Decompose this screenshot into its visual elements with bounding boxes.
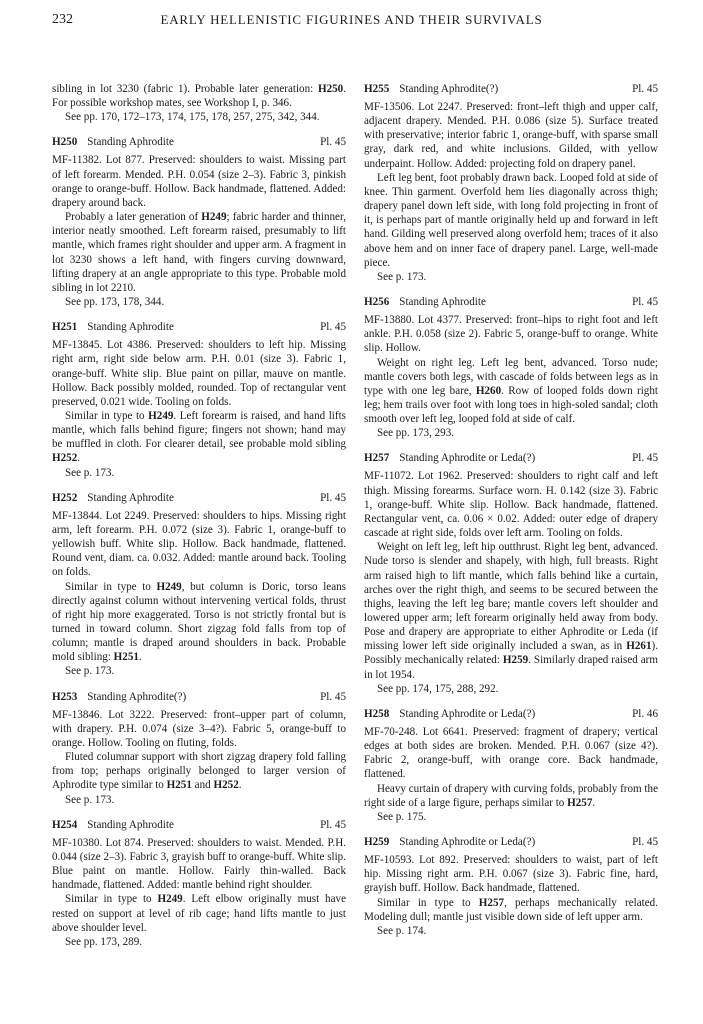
see-pages: See pp. 174, 175, 288, 292. [377,682,499,695]
entry-heading [52,818,346,834]
entry-h258 [364,707,658,824]
entry-description: MF-11072. Lot 1962. Preserved: shoulders to right calf and left thigh. Missing forearms. Surface worn. H. 0.142 (size 3). Fabric 1, orange-buff. White slip. Hollow. Back handmade, flattened. Rectangular vent, ca. 0.06 × 0.02. Added: outer edge of drapery cascade at right side, folds over left arm. Tooling on folds. [364,470,658,540]
running-title: EARLY HELLENISTIC FIGURINES AND THEIR SURVIVALS [160,12,543,27]
cross-reference: H257 [567,796,593,809]
plate-reference: Pl. 45 [632,836,658,849]
entry-description: MF-13845. Lot 4386. Preserved: shoulders to left hip. Missing right arm, right side below arm. P.H. 0.01 (size 3). Fabric 1, orange-buff. White slip. Blue paint on pillar, mauve on mantle. Hollow. Back possibly molded, rounded. Top of rectangular vent preserved, 0.021 wide. Tooling on folds. [52,339,346,408]
entry-heading [364,295,658,311]
entry-title: Standing Aphrodite [87,136,174,149]
see-pages: See p. 175. [377,810,427,823]
entry-title: Standing Aphrodite [87,818,174,831]
entry-description: MF-10593. Lot 892. Preserved: shoulders to waist, part of left hip. Missing right arm. P.H. 0.067 (size 3). Fabric fine, hard, grayish buff. Hollow. Back handmade, flattened. [364,854,658,895]
plate-reference: Pl. 45 [632,452,658,465]
cross-reference: H257 [478,896,505,909]
entry-title: Standing Aphrodite [87,321,174,334]
cross-reference: H252 [52,452,78,465]
see-pages: See p. 174. [377,924,427,937]
catalog-number: H251 [52,321,78,334]
plate-reference: Pl. 45 [320,491,346,504]
entry-heading [364,82,658,98]
catalog-number: H252 [52,491,78,504]
entry-h256 [364,295,658,440]
entry-title: Standing Aphrodite or Leda(?) [399,707,536,720]
plate-reference: Pl. 45 [320,321,346,334]
cross-reference: H250 [317,83,344,95]
plate-reference: Pl. 45 [320,690,346,703]
catalog-number: H250 [52,136,78,149]
see-pages: See pp. 170, 172–173, 174, 175, 178, 257, 275, 342, 344. [65,111,320,124]
see-pages: See pp. 173, 293. [377,427,455,440]
see-pages: See pp. 173, 178, 344. [65,296,165,309]
cross-reference: H249 [148,409,174,422]
entry-title: Standing Aphrodite(?) [399,83,499,95]
entry-description: MF-13880. Lot 4377. Preserved: front–hips to right foot and left ankle. P.H. 0.058 (size 2). Fabric 5, orange-buff to orange. White slip. Hollow. [364,314,658,355]
entry-h259 [364,835,658,938]
entry-discussion: Similar in type to H249. Left forearm is raised, and hand lifts mantle, which falls behind figure; fingers not shown; hand may be muffled in cloth. For clearer detail, see probable mold sibling H252. [52,409,346,465]
entry-h253 [52,690,346,807]
plate-reference: Pl. 45 [320,818,346,831]
plate-reference: Pl. 45 [320,136,346,149]
page-header [52,12,651,36]
entry-discussion: Heavy curtain of drapery with curving folds, probably from the right side of a large figure, perhaps similar to H257. [364,782,658,809]
see-pages: See p. 173. [65,665,115,678]
continued-paragraph: sibling in lot 3230 (fabric 1). Probable later generation: H250. For possible workshop mates, see Workshop I, p. 346. [52,83,346,110]
entry-h251 [52,320,346,480]
entry-discussion: Similar in type to H249. Left elbow originally must have rested on support at level of rib cage; hand lifts mantle to just above shoulder level. [52,893,346,934]
cross-reference: H251 [113,651,139,664]
see-pages: See p. 173. [65,793,115,806]
plate-reference: Pl. 45 [632,83,658,95]
entry-heading [52,135,346,151]
cross-reference: H249 [156,580,182,593]
right-column [364,82,658,949]
cross-reference: H260 [475,384,502,397]
entry-description: MF-13506. Lot 2247. Preserved: front–left thigh and upper calf, adjacent drapery. Mended. P.H. 0.086 (size 5). Surface treated with preservative; interior fabric 1, orange-buff, with sparse small gray, dark red, and white inclusions. Gilded, with yellow underpaint. Hollow. Added: projecting fold on drapery panel. [364,101,658,170]
entry-discussion: Weight on left leg, left hip outthrust. Right leg bent, advanced. Nude torso is slender and shapely, with high, full breasts. Right arm raised high to lift mantle, which falls behind like a curtain, arches over the right thigh, and seems to be secured between the thighs, leaving the left leg bare; mantle covers left shoulder and lowered upper arm; left forearm originally held away from body. Pose and drapery are appropriate to either Aphrodite or Leda (if missing lower left side originally included a swan, as in H261). Possibly mechanically related: H259. Similarly draped raised arm in lot 1954. [364,541,658,681]
cross-reference: H252 [213,779,239,792]
catalog-number: H259 [364,836,390,849]
cross-reference: H251 [166,779,192,792]
left-column [52,82,346,960]
cross-reference: H249 [157,893,183,906]
entry-heading [364,835,658,851]
entry-h255 [364,82,658,284]
catalog-number: H253 [52,690,78,703]
entry-heading [52,690,346,706]
entry-description: MF-11382. Lot 877. Preserved: shoulders to waist. Missing part of left forearm. Mended. P.H. 0.054 (size 2–3). Fabric 3, pinkish orange to orange-buff. Hollow. Back handmade, flattened. Added: drapery around back. [52,154,346,209]
cross-reference: H261 [626,640,652,653]
entry-description: MF-13844. Lot 2249. Preserved: shoulders to hips. Missing right arm, left forearm. P.H. 0.072 (size 3). Fabric 1, orange-buff to yellowish buff. White slip. Hollow. Back handmade, flattened. Round vent, diam. ca. 0.032. Added: mantle around back. Tooling on folds. [52,509,346,579]
cross-reference: H249 [201,211,227,224]
see-pages: See p. 173. [377,270,427,283]
catalog-number: H254 [52,818,78,831]
entry-heading [364,707,658,723]
entry-h250 [52,135,346,309]
plate-reference: Pl. 46 [632,707,658,720]
entry-discussion: Similar in type to H257, perhaps mechanically related. Modeling dull; mantle just visible down side of left upper arm. [364,896,658,923]
see-pages: See pp. 173, 289. [65,935,143,948]
entry-discussion: Fluted columnar support with short zigzag drapery fold falling from top; perhaps originally belonged to larger version of Aphrodite type similar to H251 and H252. [52,751,346,792]
entry-discussion: Left leg bent, foot probably drawn back. Looped fold at side of knee. Thin garment. Overfold hem lies diagonally across thigh; drapery panel down left side, with long fold projecting in front of it, is perhaps part of mantle originally held up and forward in left hand. Gilding well preserved along overfold hem; traces of it also above hem and on inner face of drapery panel. Large, well-made piece. [364,171,658,269]
entry-discussion: Similar in type to H249, but column is Doric, torso leans directly against column without intervening vertical folds, thrust of right hip more exaggerated. Torso is not strictly frontal but is turned in toward column. Short zigzag fold falls from top of column; mantle is draped around shoulders in back. Probable mold sibling: H251. [52,580,347,664]
see-pages: See p. 173. [65,466,115,479]
entry-description: MF-70-248. Lot 6641. Preserved: fragment of drapery; vertical edges at both sides are broken. Mended. P.H. 0.067 (size 4?). Fabric 2, orange-buff, with orange core. Back handmade, flattened. [364,725,658,781]
entry-title: Standing Aphrodite [87,491,174,504]
entry-heading [52,491,346,507]
entry-title: Standing Aphrodite or Leda(?) [399,452,536,465]
cross-reference: H259 [502,654,529,667]
entry-h254 [52,818,346,949]
entry-title: Standing Aphrodite or Leda(?) [399,836,536,849]
entry-h252 [52,491,346,679]
plate-reference: Pl. 45 [632,296,658,309]
entry-heading [364,451,658,467]
entry-title: Standing Aphrodite [399,296,486,309]
entry-h257 [364,451,658,696]
catalog-number: H257 [364,452,390,465]
entry-title: Standing Aphrodite(?) [87,690,187,703]
entry-discussion: Weight on right leg. Left leg bent, advanced. Torso nude; mantle covers both legs, with cascade of folds between legs as in type with one leg bare, H260. Row of looped folds down right leg; hem trails over foot with long toes in high-soled sandal; cloth smooth over left leg, looped fold at side of calf. [364,356,658,426]
page-number: 232 [52,12,73,27]
entry-description: MF-13846. Lot 3222. Preserved: front–upper part of column, with drapery. P.H. 0.074 (size 3–4?). Fabric 5, orange-buff to orange. Hollow. Tooling on fluting, folds. [52,708,346,749]
catalog-number: H258 [364,707,390,720]
catalog-number: H256 [364,296,390,309]
entry-heading [52,320,346,336]
catalog-number: H255 [364,83,390,95]
entry-discussion: Probably a later generation of H249; fabric harder and thinner, interior neatly smoothed. Left forearm raised, presumably to lift mantle, which frames right shoulder and upper arm. A fragment in lot 3230 shows a left hand, with fingers curving downward, lifting drapery at an angle appropriate to this type. Probable mold sibling in lot 2210. [52,211,346,294]
entry-description: MF-10380. Lot 874. Preserved: shoulders to waist. Mended. P.H. 0.044 (size 2–3). Fabric 3, grayish buff to orange-buff. White slip. Blue paint on mantle. Hollow. Fairly thin-walled. Back handmade, flattened. Added: mantle behind right shoulder. [52,836,346,892]
